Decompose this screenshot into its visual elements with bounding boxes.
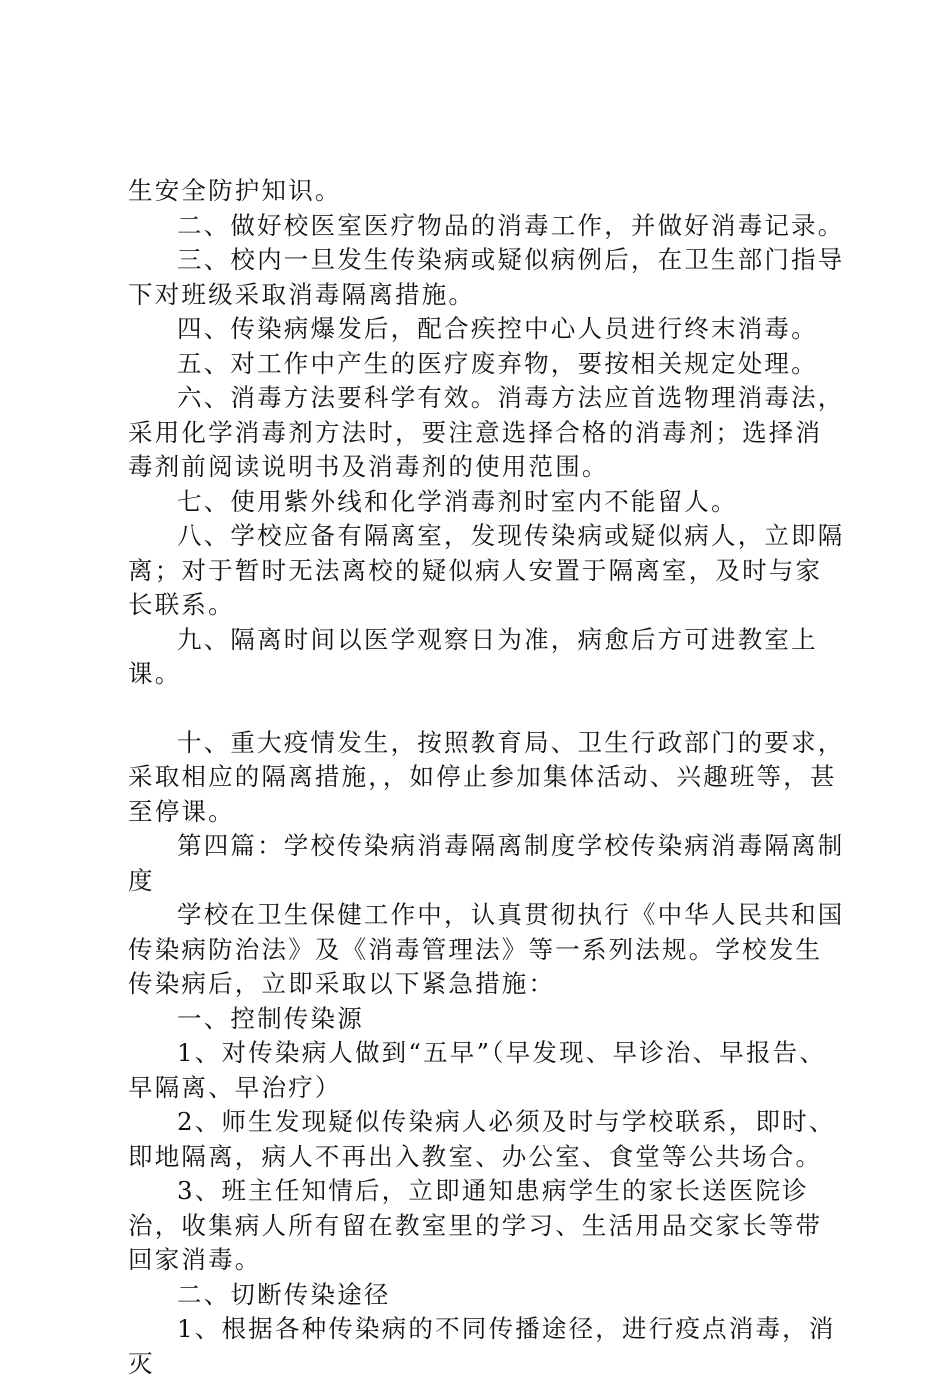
section-heading: 第四篇：学校传染病消毒隔离制度学校传染病消毒隔离制度: [128, 831, 845, 895]
paragraph-4: 四、传染病爆发后，配合疾控中心人员进行终末消毒。: [177, 314, 818, 343]
paragraph-7: 七、使用紫外线和化学消毒剂时室内不能留人。: [177, 486, 738, 516]
paragraph-18: 1、根据各种传染病的不同传播途径，进行疫点消毒，消灭: [128, 1314, 836, 1378]
paragraph-15: 2、师生发现疑似传染病人必须及时与学校联系，即时、即地隔离，病人不再出入教室、办公室、食堂等公共场合。: [128, 1107, 836, 1171]
paragraph-12: 学校在卫生保健工作中，认真贯彻执行《中华人民共和国传染病防治法》及《消毒管理法》等一系列法规。学校发生传染病后，立即采取以下紧急措施：: [128, 900, 845, 998]
document-body: [128, 174, 848, 1381]
paragraph-8: 八、学校应备有隔离室，发现传染病或疑似病人，立即隔离；对于暂时无法离校的疑似病人安置于隔离室，及时与家长联系。: [128, 521, 845, 619]
paragraph-14: 1、对传染病人做到“五早”（早发现、早诊治、早报告、早隔离、早治疗）: [128, 1038, 827, 1102]
paragraph-10: 十、重大疫情发生，按照教育局、卫生行政部门的要求，采取相应的隔离措施，，如停止参加集体活动、兴趣班等，甚至停课。: [128, 727, 845, 826]
paragraph-6: 六、消毒方法要科学有效。消毒方法应首选物理消毒法，采用化学消毒剂方法时，要注意选择合格的消毒剂；选择消毒剂前阅读说明书及消毒剂的使用范围。: [128, 383, 845, 481]
subheading-control-source: 一、控制传染源: [177, 1003, 364, 1033]
paragraph-3: 三、校内一旦发生传染病或疑似病例后，在卫生部门指导下对班级采取消毒隔离措施。: [128, 245, 845, 309]
paragraph-16: 3、班主任知情后，立即通知患病学生的家长送医院诊治，收集病人所有留在教室里的学习、生活用品交家长等带回家消毒。: [128, 1176, 823, 1274]
paragraph-2: 二、做好校医室医疗物品的消毒工作，并做好消毒记录。: [177, 210, 845, 240]
paragraph-9: 九、隔离时间以医学观察日为准，病愈后方可进教室上课。: [128, 624, 818, 688]
subheading-cut-route: 二、切断传染途径: [177, 1279, 391, 1309]
paragraph-1: 生安全防护知识。: [128, 176, 342, 205]
paragraph-5: 五、对工作中产生的医疗废弃物，要按相关规定处理。: [177, 348, 818, 378]
